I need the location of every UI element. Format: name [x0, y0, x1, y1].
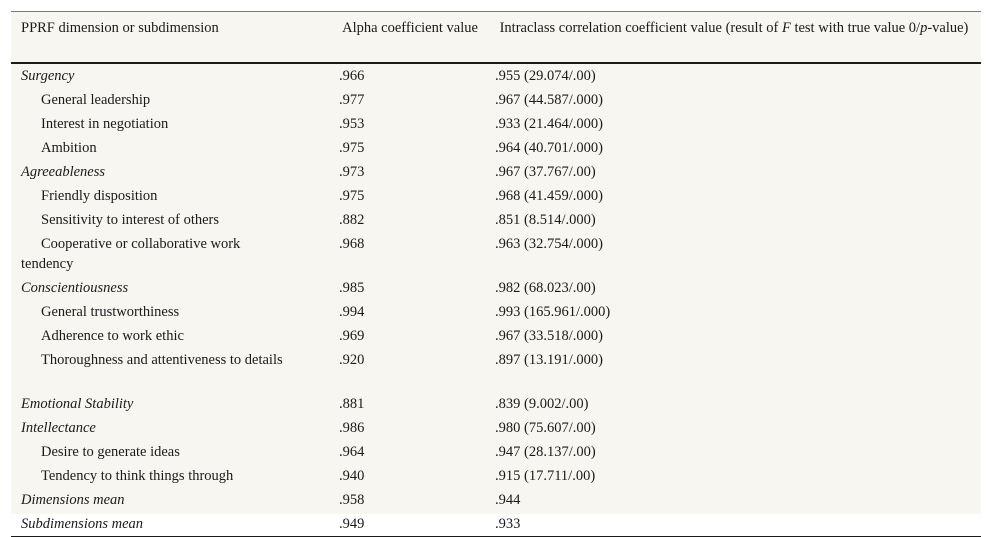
alpha-value: .968 [339, 235, 365, 252]
dimension-label: Agreeableness [21, 163, 106, 180]
row-label [11, 276, 325, 300]
icc-value: .839 (9.002/.00) [495, 395, 589, 412]
row-label [11, 88, 325, 112]
table-row [11, 184, 981, 208]
header-icc-part1: Intraclass correlation coefficient value (result of [499, 20, 782, 36]
icc-value: .933 (21.464/.000) [495, 115, 603, 132]
icc-value: .963 (32.754/.000) [495, 235, 603, 252]
alpha-value: .966 [339, 67, 365, 84]
row-label [11, 112, 325, 136]
table-row [11, 208, 981, 232]
subdimension-label: Adherence to work ethic [41, 327, 184, 344]
row-label [11, 300, 325, 324]
row-label [11, 324, 325, 348]
alpha-value: .940 [339, 467, 365, 484]
row-label [11, 416, 325, 440]
table-row [11, 300, 981, 324]
alpha-value: .977 [339, 91, 365, 108]
icc-value: .933 [495, 512, 981, 537]
reliability-table [11, 11, 981, 537]
dimension-label: Emotional Stability [21, 395, 134, 412]
row-label [11, 348, 325, 392]
header-alpha: Alpha coefficient value [325, 12, 495, 63]
subdimension-label: Desire to generate ideas [41, 443, 180, 460]
row-label [11, 184, 325, 208]
subdimension-label: General trustworthiness [41, 303, 180, 320]
alpha-value: .986 [339, 419, 365, 436]
icc-value: .967 (37.767/.00) [495, 163, 596, 180]
subdimension-label: General leadership [41, 91, 151, 108]
alpha-value: .920 [339, 351, 365, 368]
alpha-value: .964 [339, 443, 365, 460]
header-icc-p: p [920, 20, 928, 36]
icc-value: .982 (68.023/.00) [495, 279, 596, 296]
table-row [11, 160, 981, 184]
table-row [11, 276, 981, 300]
alpha-value: .975 [339, 139, 365, 156]
table-row [11, 464, 981, 488]
row-label [11, 392, 325, 416]
icc-value: .897 (13.191/.000) [495, 351, 603, 368]
subdimension-label: Sensitivity to interest of others [41, 211, 220, 228]
header-icc-part3: -value) [927, 20, 969, 36]
mean-label: Dimensions mean [21, 491, 125, 508]
table-row [11, 488, 981, 512]
row-label [11, 136, 325, 160]
alpha-value: .969 [339, 327, 365, 344]
table-row [11, 512, 981, 537]
row-label [11, 440, 325, 464]
row-label [11, 208, 325, 232]
header-icc-f: F [781, 20, 791, 36]
subdimension-label: Thoroughness and attentiveness to details [41, 351, 283, 368]
table-row [11, 416, 981, 440]
table-row [11, 232, 981, 276]
alpha-value: .882 [339, 211, 365, 228]
icc-value: .915 (17.711/.00) [495, 467, 596, 484]
alpha-value: .985 [339, 279, 365, 296]
alpha-value: .975 [339, 187, 365, 204]
row-label [11, 63, 325, 88]
icc-value: .851 (8.514/.000) [495, 211, 596, 228]
icc-value: .993 (165.961/.000) [495, 303, 611, 320]
icc-value: .947 (28.137/.00) [495, 443, 596, 460]
row-label [11, 464, 325, 488]
icc-value: .967 (33.518/.000) [495, 327, 603, 344]
alpha-value: .953 [339, 115, 365, 132]
dimension-label: Surgency [21, 67, 75, 84]
table-row [11, 348, 981, 392]
icc-value: .964 (40.701/.000) [495, 139, 603, 156]
dimension-label: Conscientiousness [21, 279, 129, 296]
subdimension-label: Friendly disposition [41, 187, 158, 204]
icc-value: .968 (41.459/.000) [495, 187, 603, 204]
table-row [11, 392, 981, 416]
table-row [11, 112, 981, 136]
header-icc [495, 12, 981, 63]
header-dimension: PPRF dimension or subdimension [11, 12, 325, 63]
table-row [11, 63, 981, 88]
dimension-label: Intellectance [21, 419, 96, 436]
alpha-value: .949 [325, 512, 495, 537]
row-label [11, 160, 325, 184]
subdimension-label: Ambition [41, 139, 97, 156]
icc-value: .980 (75.607/.00) [495, 419, 596, 436]
icc-value: .967 (44.587/.000) [495, 91, 603, 108]
row-label [11, 488, 325, 512]
table-row [11, 136, 981, 160]
header-icc-part2: test with true value 0/ [790, 20, 921, 36]
table-row [11, 88, 981, 112]
table-row [11, 324, 981, 348]
mean-label: Subdimensions mean [21, 515, 144, 532]
alpha-value: .994 [339, 303, 365, 320]
alpha-value: .973 [339, 163, 365, 180]
icc-value: .944 [495, 491, 521, 508]
table-row [11, 440, 981, 464]
reliability-table-container [11, 11, 981, 532]
subdimension-label: Cooperative or collaborative work tendency [21, 235, 241, 272]
icc-value: .955 (29.074/.00) [495, 67, 596, 84]
header-row [11, 12, 981, 63]
subdimension-label: Interest in negotiation [41, 115, 169, 132]
row-label [11, 232, 325, 276]
subdimension-label: Tendency to think things through [41, 467, 234, 484]
row-label [11, 512, 325, 537]
alpha-value: .881 [339, 395, 365, 412]
alpha-value: .958 [339, 491, 365, 508]
